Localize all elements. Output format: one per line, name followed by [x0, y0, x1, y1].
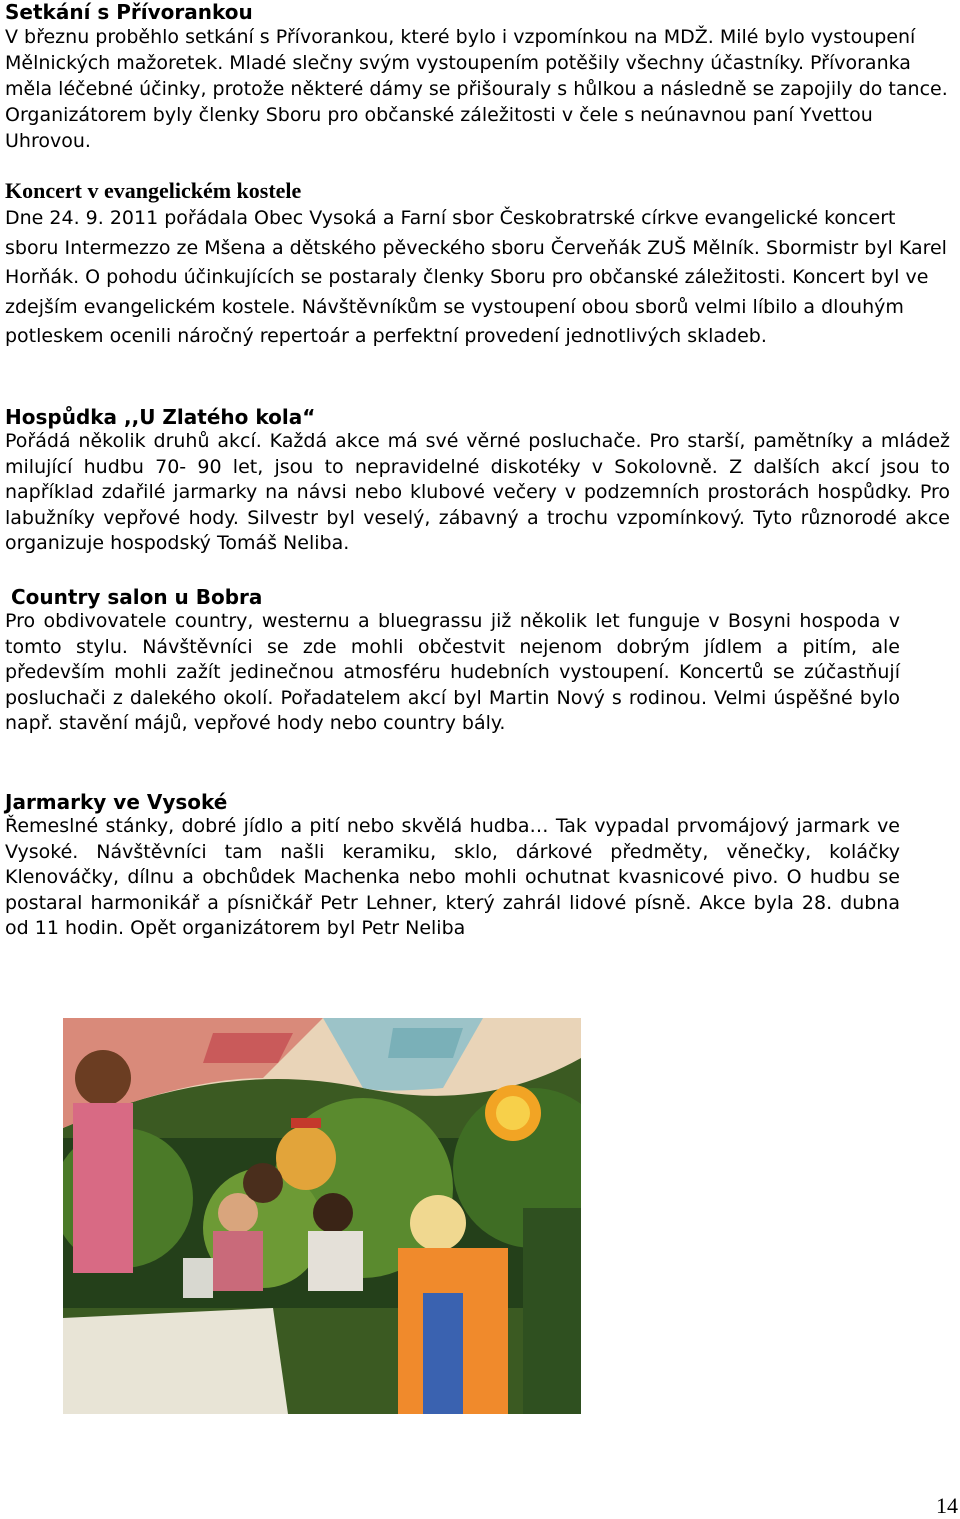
- heading-jarmarky: Jarmarky ve Vysoké: [5, 790, 228, 814]
- text-country-salon: Pro obdivovatele country, westernu a bluegrassu již několik let funguje v Bosyni hospoda v tomto stylu. Návštěvníci se zde mohli občestvit nejenom dobrým jídlem a pitím, ale především mohli zažít jedinečnou atmosféru hudebních vystoupení. Koncertů se zúčastňují posluchači z dalekého okolí. Pořadatelem akcí byl Martin Nový s rodinou. Velmi úspěšné bylo např. stavění májů, vepřové hody nebo country bály.: [5, 610, 900, 734]
- photo-children-crafts: [63, 1018, 581, 1414]
- page-number: 14: [936, 1493, 958, 1518]
- text-jarmarky: Řemeslné stánky, dobré jídlo a pití nebo skvělá hudba… Tak vypadal prvomájový jarmark ve Vysoké. Návštěvníci tam našli keramiku, sklo, dárkové předměty, věnečky, koláčky Klenováčky, dílnu a obchůdek Machenka nebo mohli ochutnat kvasnicové pivo. O hudbu se postaral harmonikář a písničkář Petr Lehner, který zahrál lidové písně. Akce byla 28. dubna od 11 hodin. Opět organizátorem byl Petr Neliba: [5, 815, 900, 939]
- section-hospudka: [5, 405, 950, 557]
- section-jarmarky: [5, 790, 900, 942]
- section-koncert: [5, 178, 950, 352]
- section-privoranka: [5, 0, 950, 154]
- heading-privoranka: Setkání s Přívorankou: [5, 0, 253, 24]
- heading-koncert: Koncert v evangelickém kostele: [5, 178, 302, 203]
- text-hospudka: Pořádá několik druhů akcí. Každá akce má své věrné posluchače. Pro starší, pamětníky a mládež milující hudbu 70- 90 let, jsou to nepravidelné diskotéky v Sokolovně. Z dalších akcí jsou to například zdařilé jarmarky na návsi nebo klubové večery v podzemních prostorách hospůdky. Pro labužníky vepřové hody. Silvestr byl veselý, zábavný a trochu vzpomínkový. Tyto různorodé akce organizuje hospodský Tomáš Neliba.: [5, 430, 950, 554]
- heading-country-salon: Country salon u Bobra: [11, 585, 263, 609]
- text-koncert: Dne 24. 9. 2011 pořádala Obec Vysoká a Farní sbor Českobratrské církve evangelické koncert sboru Intermezzo ze Mšena a dětského pěveckého sboru Červeňák ZUŠ Mělník. Sbormistr byl Karel Horňák. O pohodu účinkujících se postaraly členky Sboru pro občanské záležitosti. Koncert byl ve zdejším evangelickém kostele. Návštěvníkům se vystoupení obou sborů velmi líbilo a dlouhým potleskem ocenili náročný repertoár a perfektní provedení jednotlivých skladeb.: [5, 207, 947, 347]
- section-country-salon: [5, 585, 900, 737]
- heading-hospudka: Hospůdka ,,U Zlatého kola“: [5, 405, 316, 429]
- text-privoranka: V březnu proběhlo setkání s Přívorankou, které bylo i vzpomínkou na MDŽ. Milé bylo vystoupení Mělnických mažoretek. Mladé slečny svým vystoupením potěšily všechny účastníky. Přívoranka měla léčebné účinky, protože některé dámy se přišouraly s hůlkou a následně se zapojily do tance. Organizátorem byly členky Sboru pro občanské záležitosti v čele s neúnavnou paní Yvettou Uhrovou.: [5, 26, 948, 152]
